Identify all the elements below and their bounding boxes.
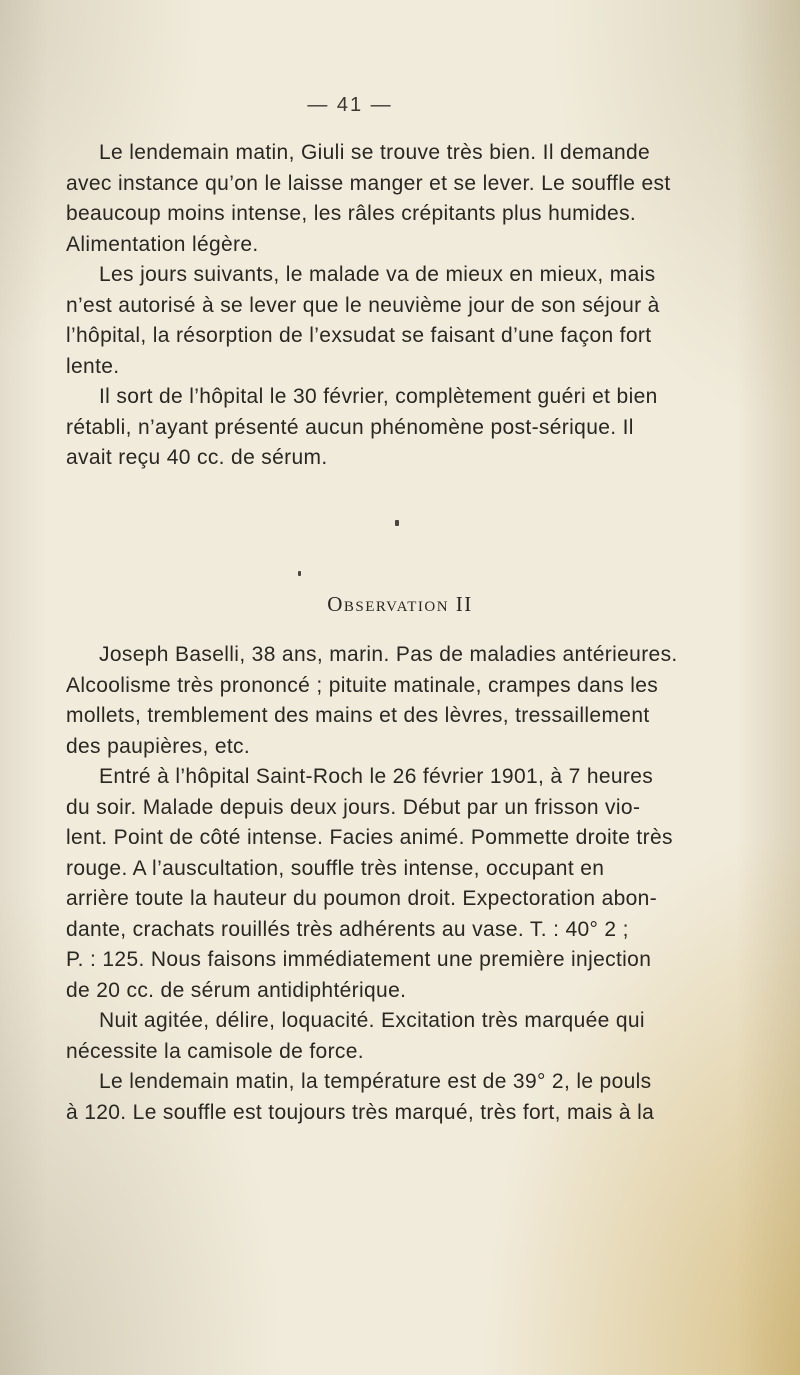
text-line: dante, crachats rouillés très adhérents au vase. T. : 40° 2 ;	[66, 917, 629, 941]
text-line: beaucoup moins intense, les râles crépitants plus humides.	[66, 202, 637, 225]
text-line: n’est autorisé à se lever que le neuvième jour de son séjour à	[66, 293, 660, 317]
text-line: Joseph Baselli, 38 ans, marin. Pas de maladies antérieures.	[99, 643, 678, 666]
text-line: de 20 cc. de sérum antidiphtérique.	[66, 978, 407, 1002]
text-line: mollets, tremblement des mains et des lèvres, tressaillement	[66, 704, 650, 727]
text-line: l’hôpital, la résorption de l’exsudat se faisant d’une façon fort	[66, 324, 652, 347]
text-line: Les jours suivants, le malade va de mieux en mieux, mais	[99, 263, 656, 286]
text-line: Alcoolisme très prononcé ; pituite matinale, crampes dans les	[66, 673, 659, 697]
text-line: à 120. Le souffle est toujours très marqué, très fort, mais à la	[66, 1100, 655, 1124]
text-line: nécessite la camisole de force.	[66, 1039, 364, 1063]
text-line: avec instance qu’on le laisse manger et se lever. Le souffle est	[66, 171, 671, 195]
text-line: P. : 125. Nous faisons immédiatement une première injection	[66, 948, 652, 971]
paragraph	[66, 1006, 666, 1067]
text-line: Nuit agitée, délire, loquacité. Excitation très marquée qui	[99, 1009, 645, 1032]
text-line: arrière toute la hauteur du poumon droit. Expectoration abon-	[66, 887, 658, 910]
paragraph	[66, 1067, 666, 1128]
text-line: Il sort de l’hôpital le 30 février, complètement guéri et bien	[99, 385, 658, 408]
text-line: Le lendemain matin, Giuli se trouve très bien. Il demande	[99, 141, 651, 164]
text-line: lente.	[66, 354, 120, 378]
text-block-top	[66, 138, 671, 474]
paragraph	[66, 382, 666, 474]
paragraph	[66, 260, 666, 382]
text-line: du soir. Malade depuis deux jours. Début par un frisson vio-	[66, 795, 641, 819]
paragraph	[66, 762, 673, 1006]
text-line: avait reçu 40 cc. de sérum.	[66, 446, 328, 469]
text-line: Alimentation légère.	[66, 232, 259, 256]
page-number: — 41 —	[307, 94, 393, 116]
text-line: rouge. A l’auscultation, souffle très intense, occupant en	[66, 856, 605, 880]
section-heading: Observation II	[327, 592, 473, 616]
text-block-bottom	[66, 640, 678, 1128]
print-speck	[298, 571, 301, 576]
print-speck	[395, 520, 399, 526]
paragraph	[66, 640, 678, 762]
paragraph	[66, 138, 671, 260]
text-line: Entré à l’hôpital Saint-Roch le 26 février 1901, à 7 heures	[99, 765, 654, 788]
text-line: lent. Point de côté intense. Facies animé. Pommette droite très	[66, 826, 673, 849]
text-line: rétabli, n’ayant présenté aucun phénomène post-sérique. Il	[66, 415, 634, 439]
text-line: Le lendemain matin, la température est de 39° 2, le pouls	[99, 1070, 652, 1093]
text-line: des paupières, etc.	[66, 734, 251, 758]
